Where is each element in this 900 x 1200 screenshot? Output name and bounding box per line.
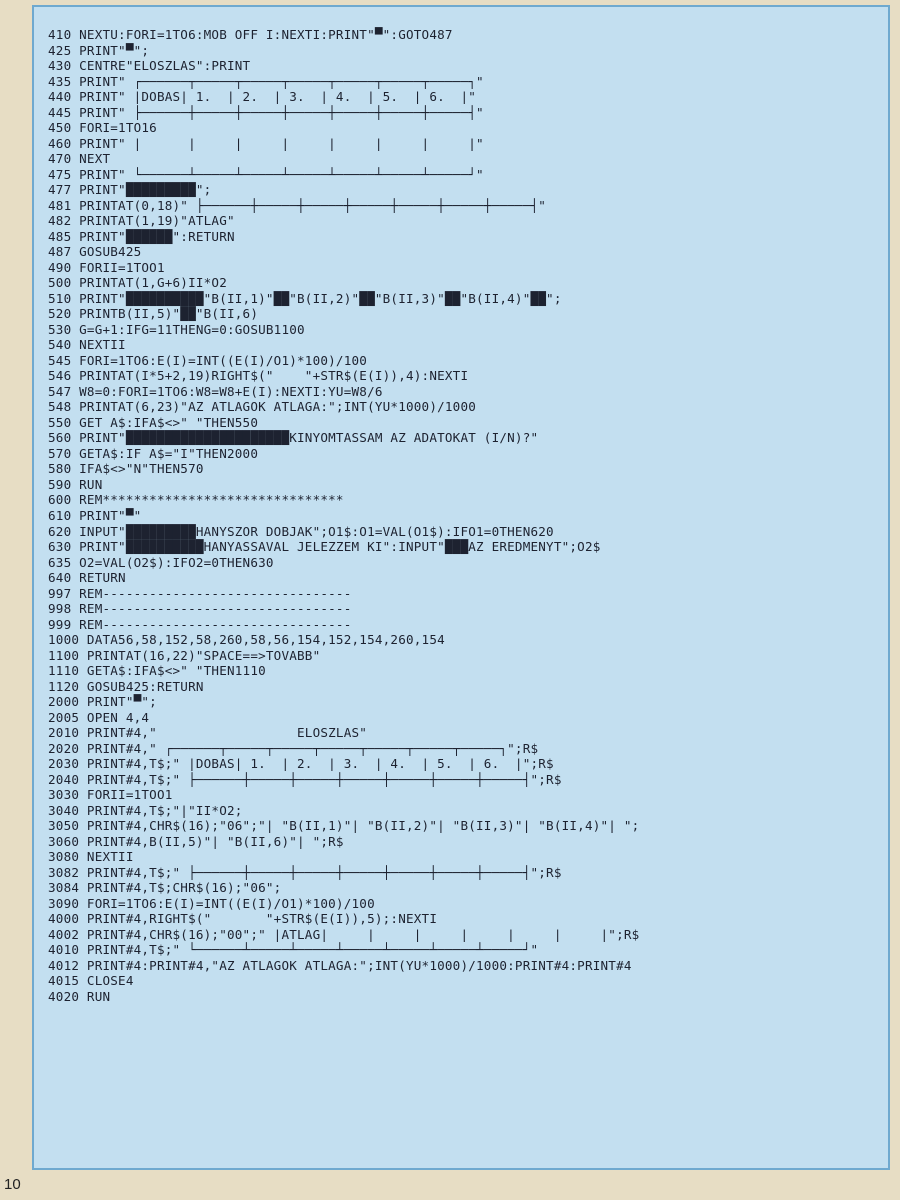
code-line: 3084 PRINT#4,T$;CHR$(16);"06"; (48, 880, 282, 896)
page-number: 10 (4, 1176, 21, 1193)
code-line: 560 PRINT"█████████████████████KINYOMTASSAM AZ ADATOKAT (I/N)?" (48, 430, 539, 446)
code-line: 3082 PRINT#4,T$;" ├──────┼─────┼─────┼─────┼─────┼─────┼─────┤";R$ (48, 864, 562, 880)
code-line: 630 PRINT"██████████HANYASSAVAL JELEZZEM KI":INPUT"███AZ EREDMENYT";O2$ (48, 539, 601, 555)
code-line: 998 REM-------------------------------- (48, 601, 352, 617)
code-line: 1100 PRINTAT(16,22)"SPACE==>TOVABB" (48, 647, 321, 663)
code-line: 4010 PRINT#4,T$;" └──────┴─────┴─────┴─────┴─────┴─────┴─────┘" (48, 942, 539, 958)
code-line: 2005 OPEN 4,4 (48, 709, 150, 725)
code-line: 997 REM-------------------------------- (48, 585, 352, 601)
code-line: 4002 PRINT#4,CHR$(16);"00";" |ATLAG| | | | | | |";R$ (48, 926, 640, 942)
code-line: 4015 CLOSE4 (48, 973, 134, 989)
code-line: 4012 PRINT#4:PRINT#4,"AZ ATLAGOK ATLAGA:";INT(YU*1000)/1000:PRINT#4:PRINT#4 (48, 957, 632, 973)
code-line: 485 PRINT"██████":RETURN (48, 228, 235, 244)
code-line: 640 RETURN (48, 570, 126, 586)
code-line: 460 PRINT" | | | | | | | |" (48, 135, 484, 151)
code-line: 635 O2=VAL(O2$):IFO2=0THEN630 (48, 554, 274, 570)
code-line: 3030 FORII=1TOO1 (48, 787, 173, 803)
code-line: 999 REM-------------------------------- (48, 616, 352, 632)
code-line: 4020 RUN (48, 988, 111, 1004)
code-line: 2040 PRINT#4,T$;" ├──────┼─────┼─────┼─────┼─────┼─────┼─────┤";R$ (48, 771, 562, 787)
code-line: 1120 GOSUB425:RETURN (48, 678, 204, 694)
code-line: 475 PRINT" └──────┴─────┴─────┴─────┴─────┴─────┴─────┘" (48, 166, 484, 182)
code-line: 410 NEXTU:FORI=1TO6:MOB OFF I:NEXTI:PRINT"▀":GOTO487 (48, 27, 453, 42)
code-line: 590 RUN (48, 476, 103, 492)
code-line: 4000 PRINT#4,RIGHT$(" "+STR$(E(I)),5);:NEXTI (48, 911, 438, 927)
code-line: 490 FORII=1TOO1 (48, 259, 165, 275)
code-line: 2000 PRINT"▀"; (48, 694, 157, 710)
code-line: 500 PRINTAT(1,G+6)II*O2 (48, 275, 227, 291)
code-line: 3040 PRINT#4,T$;"|"II*O2; (48, 802, 243, 818)
code-line: 510 PRINT"██████████"B(II,1)"██"B(II,2)"██"B(II,3)"██"B(II,4)"██"; (48, 290, 562, 306)
code-line: 430 CENTRE"ELOSZLAS":PRINT (48, 58, 251, 74)
code-line: 580 IFA$<>"N"THEN570 (48, 461, 204, 477)
code-line: 487 GOSUB425 (48, 244, 142, 260)
code-line: 470 NEXT (48, 151, 111, 167)
code-line: 550 GET A$:IFA$<>" "THEN550 (48, 414, 259, 430)
code-listing (48, 27, 888, 1004)
code-line: 1110 GETA$:IFA$<>" "THEN1110 (48, 663, 266, 679)
code-line: 530 G=G+1:IFG=11THENG=0:GOSUB1100 (48, 321, 305, 337)
code-line: 545 FORI=1TO6:E(I)=INT((E(I)/O1)*100)/100 (48, 352, 368, 368)
code-line: 435 PRINT" ┌──────┬─────┬─────┬─────┬─────┬─────┬─────┐" (48, 73, 484, 89)
code-line: 445 PRINT" ├──────┼─────┼─────┼─────┼─────┼─────┼─────┤" (48, 104, 484, 120)
code-line: 520 PRINTB(II,5)"██"B(II,6) (48, 306, 259, 322)
code-line: 481 PRINTAT(0,18)" ├──────┼─────┼─────┼─────┼─────┼─────┼─────┤" (48, 197, 547, 213)
code-line: 547 W8=0:FORI=1TO6:W8=W8+E(I):NEXTI:YU=W8/6 (48, 383, 383, 399)
code-line: 540 NEXTII (48, 337, 126, 353)
code-line: 548 PRINTAT(6,23)"AZ ATLAGOK ATLAGA:";INT(YU*1000)/1000 (48, 399, 477, 415)
code-line: 440 PRINT" |DOBAS| 1. | 2. | 3. | 4. | 5. | 6. |" (48, 89, 477, 105)
code-line: 3060 PRINT#4,B(II,5)"| "B(II,6)"| ";R$ (48, 833, 344, 849)
code-line: 450 FORI=1TO16 (48, 120, 157, 136)
code-line: 425 PRINT"▀"; (48, 42, 150, 58)
code-line: 570 GETA$:IF A$="I"THEN2000 (48, 445, 259, 461)
code-line: 600 REM******************************* (48, 492, 344, 508)
code-line: 546 PRINTAT(I*5+2,19)RIGHT$(" "+STR$(E(I)),4):NEXTI (48, 368, 469, 384)
code-line: 3050 PRINT#4,CHR$(16);"06";"| "B(II,1)"| "B(II,2)"| "B(II,3)"| "B(II,4)"| "; (48, 818, 640, 834)
code-line: 1000 DATA56,58,152,58,260,58,56,154,152,154,260,154 (48, 632, 445, 648)
code-line: 2030 PRINT#4,T$;" |DOBAS| 1. | 2. | 3. | 4. | 5. | 6. |";R$ (48, 756, 554, 772)
code-line: 482 PRINTAT(1,19)"ATLAG" (48, 213, 235, 229)
code-line: 477 PRINT"█████████"; (48, 182, 212, 198)
code-line: 610 PRINT"▀" (48, 507, 142, 523)
code-line: 2010 PRINT#4," ELOSZLAS" (48, 725, 368, 741)
code-line: 620 INPUT"█████████HANYSZOR DOBJAK";O1$:O1=VAL(O1$):IFO1=0THEN620 (48, 523, 554, 539)
code-line: 3080 NEXTII (48, 849, 134, 865)
code-line: 3090 FORI=1TO6:E(I)=INT((E(I)/O1)*100)/100 (48, 895, 375, 911)
code-line: 2020 PRINT#4," ┌──────┬─────┬─────┬─────┬─────┬─────┬─────┐";R$ (48, 740, 539, 756)
